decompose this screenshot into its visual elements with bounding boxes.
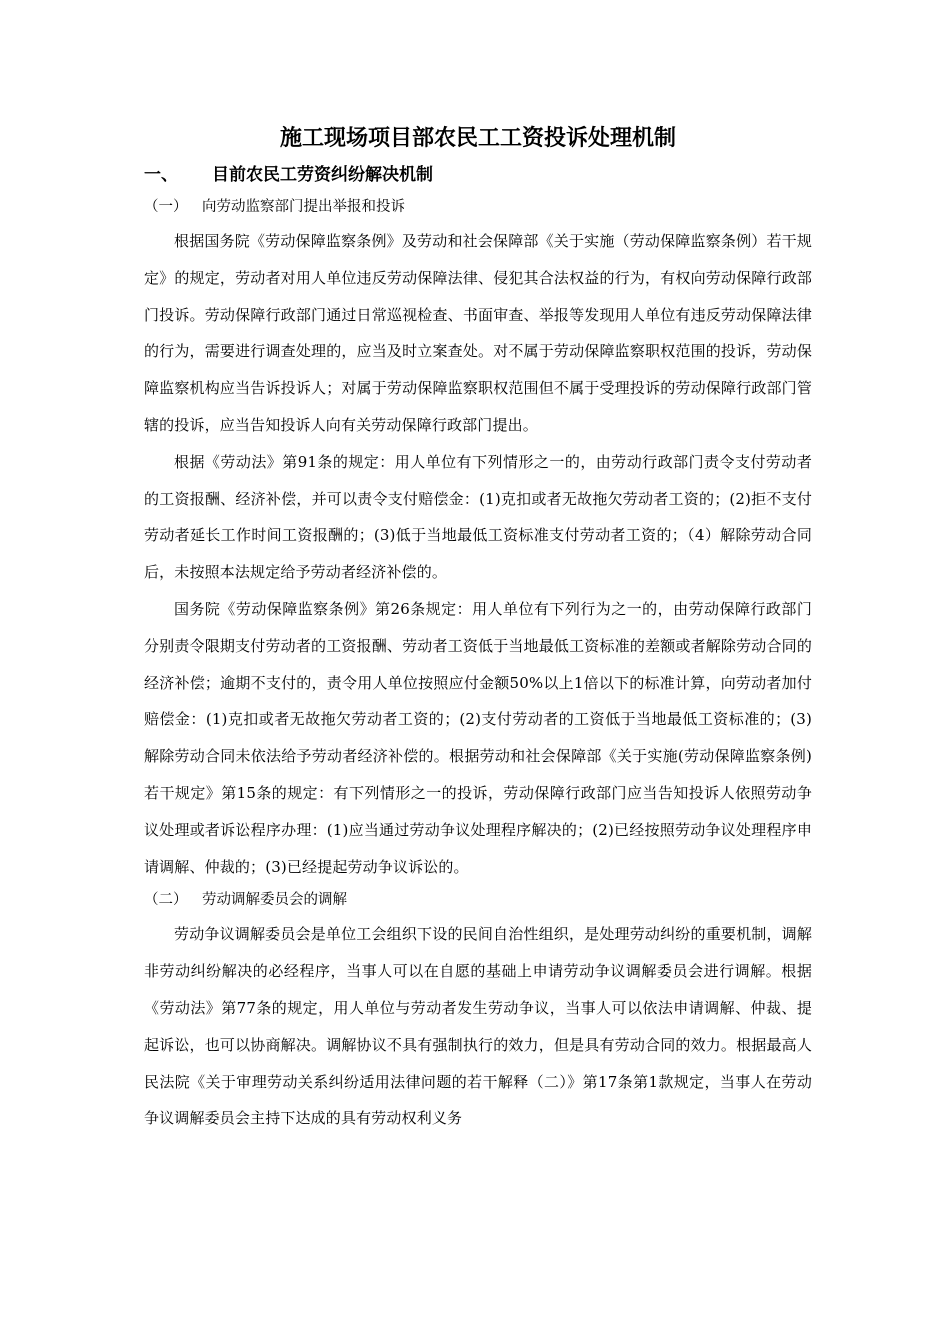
subsection-heading-1 <box>144 192 812 223</box>
paragraph: 劳动争议调解委员会是单位工会组织下设的民间自治性组织，是处理劳动纠纷的重要机制，调解非劳动纠纷解决的必经程序，当事人可以在自愿的基础上申请劳动争议调解委员会进行调解。根据《劳动法》第77条的规定，用人单位与劳动者发生劳动争议，当事人可以依法申请调解、仲裁、提起诉讼，也可以协商解决。调解协议不具有强制执行的效力，但是具有劳动合同的效力。根据最高人民法院《关于审理劳动关系纠纷适用法律问题的若干解释（二）》第17条第1款规定，当事人在劳动争议调解委员会主持下达成的具有劳动权利义务 <box>144 925 812 1128</box>
document-title: 施工现场项目部农民工工资投诉处理机制 <box>279 125 676 151</box>
section-heading-1 <box>144 158 812 192</box>
subsection-number: （一） <box>144 199 188 215</box>
document-page <box>144 118 812 1137</box>
subsection-heading-text: 向劳动监察部门提出举报和投诉 <box>202 199 405 215</box>
section-heading-text: 目前农民工劳资纠纷解决机制 <box>212 165 433 185</box>
paragraph: 国务院《劳动保障监察条例》第26条规定：用人单位有下列行为之一的，由劳动保障行政部门分别责令限期支付劳动者的工资报酬、劳动者工资低于当地最低工资标准的差额或者解除劳动合同的经济补偿；逾期不支付的，责令用人单位按照应付金额50%以上1倍以下的标准计算，向劳动者加付赔偿金：(1)克扣或者无故拖欠劳动者工资的；(2)支付劳动者的工资低于当地最低工资标准的；(3)解除劳动合同未依法给予劳动者经济补偿的。根据劳动和社会保障部《关于实施(劳动保障监察条例)若干规定》第15条的规定：有下列情形之一的投诉，劳动保障行政部门应当告知投诉人依照劳动争议处理或者诉讼程序办理：(1)应当通过劳动争议处理程序解决的；(2)已经按照劳动争议处理程序申请调解、仲裁的；(3)已经提起劳动争议诉讼的。 <box>144 599 812 876</box>
section-number: 一、 <box>144 165 178 185</box>
paragraph: 根据《劳动法》第91条的规定：用人单位有下列情形之一的，由劳动行政部门责令支付劳动者的工资报酬、经济补偿，并可以责令支付赔偿金：(1)克扣或者无故拖欠劳动者工资的；(2)拒不支付劳动者延长工作时间工资报酬的；(3)低于当地最低工资标准支付劳动者工资的；（4）解除劳动合同后，未按照本法规定给予劳动者经济补偿的。 <box>144 452 812 582</box>
paragraph: 根据国务院《劳动保障监察条例》及劳动和社会保障部《关于实施（劳动保障监察条例）若干规定》的规定，劳动者对用人单位违反劳动保障法律、侵犯其合法权益的行为，有权向劳动保障行政部门投诉。劳动保障行政部门通过日常巡视检查、书面审查、举报等发现用人单位有违反劳动保障法律的行为，需要进行调查处理的，应当及时立案查处。对不属于劳动保障监察职权范围的投诉，劳动保障监察机构应当告诉投诉人；对属于劳动保障监察职权范围但不属于受理投诉的劳动保障行政部门管辖的投诉，应当告知投诉人向有关劳动保障行政部门提出。 <box>144 232 812 434</box>
subsection-heading-2 <box>144 885 812 916</box>
subsection-heading-text: 劳动调解委员会的调解 <box>202 892 347 909</box>
subsection-number: （二） <box>144 892 188 909</box>
